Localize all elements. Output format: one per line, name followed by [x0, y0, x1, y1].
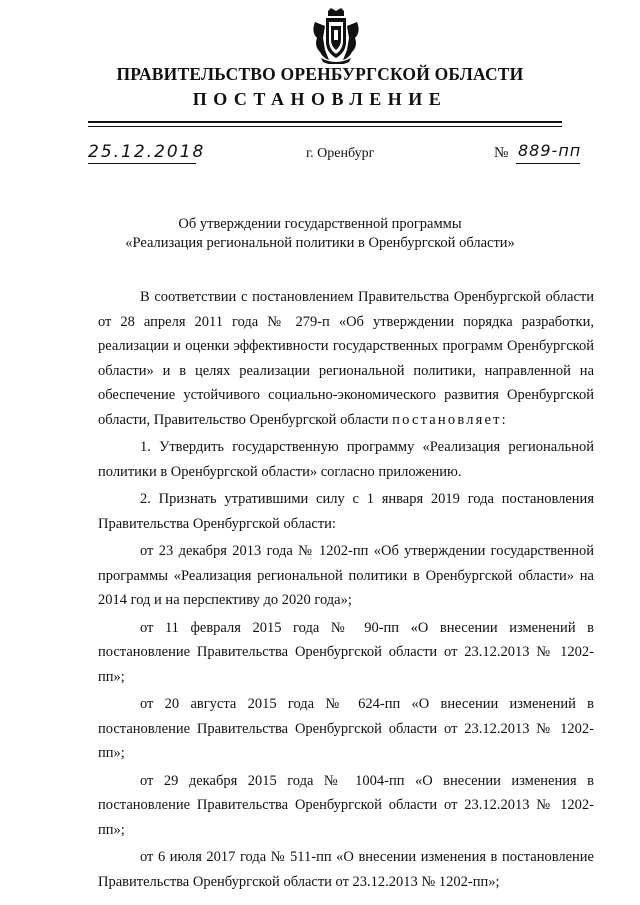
repealed-item: от 23 декабря 2013 года № 1202-пп «Об утверждении государственной программы «Реализация региональной политики в Оренбургской области» на 2014 год и на перспективу до 2020 года»;	[98, 543, 594, 608]
government-title: ПРАВИТЕЛЬСТВО ОРЕНБУРГСКОЙ ОБЛАСТИ	[116, 64, 524, 84]
subject-line: «Реализация региональной политики в Оренбургской области»	[125, 235, 515, 251]
document-number: 889-пп	[518, 141, 582, 160]
repealed-item: от 11 февраля 2015 года № 90-пп «О внесении изменений в постановление Правительства Оренбургской области от 23.12.2013 № 1202-пп»;	[98, 619, 594, 685]
orenburg-coat-of-arms-icon	[311, 8, 361, 64]
header-rule-thick	[88, 121, 562, 123]
decree-word: постановляет:	[392, 411, 508, 428]
document-date: 25.12.2018	[88, 142, 206, 162]
preamble-text: В соответствии с постановлением Правительства Оренбургской области от 28 апреля 2011 года № 279-п «Об утверждении порядка разработки, реализации и оценки эффективности государственных программ Оренбургской области» и в целях реализации региональной политики, направленной на обеспечение устойчивого социально-экономического развития Оренбургской области, Правительство Оренбургской области	[98, 289, 594, 428]
document-city: г. Оренбург	[306, 146, 375, 161]
clause-1: 1. Утвердить государственную программу «Реализация региональной политики в Оренбургской области» согласно приложению.	[98, 439, 594, 480]
subject-line: Об утверждении государственной программы	[178, 216, 462, 232]
date-underline	[88, 163, 196, 164]
clause-2: 2. Признать утратившими силу с 1 января 2019 года постановления Правительства Оренбургской области:	[98, 491, 594, 532]
number-label: №	[494, 145, 509, 161]
document-body	[98, 285, 594, 894]
repealed-item: от 29 декабря 2015 года № 1004-пп «О внесении изменения в постановление Правительства Оренбургской области от 23.12.2013 № 1202-пп»;	[98, 772, 594, 838]
repealed-item: от 6 июля 2017 года № 511-пп «О внесении изменения в постановление Правительства Оренбургской области от 23.12.2013 № 1202-пп»;	[98, 849, 594, 890]
header-rule-thin	[88, 126, 562, 127]
document-subject	[0, 215, 640, 253]
document-type: ПОСТАНОВЛЕНИЕ	[192, 89, 448, 109]
repealed-item: от 20 августа 2015 года № 624-пп «О внесении изменений в постановление Правительства Оренбургской области от 23.12.2013 № 1202-пп»;	[98, 696, 594, 761]
preamble-paragraph	[98, 285, 594, 432]
number-underline	[516, 163, 580, 164]
